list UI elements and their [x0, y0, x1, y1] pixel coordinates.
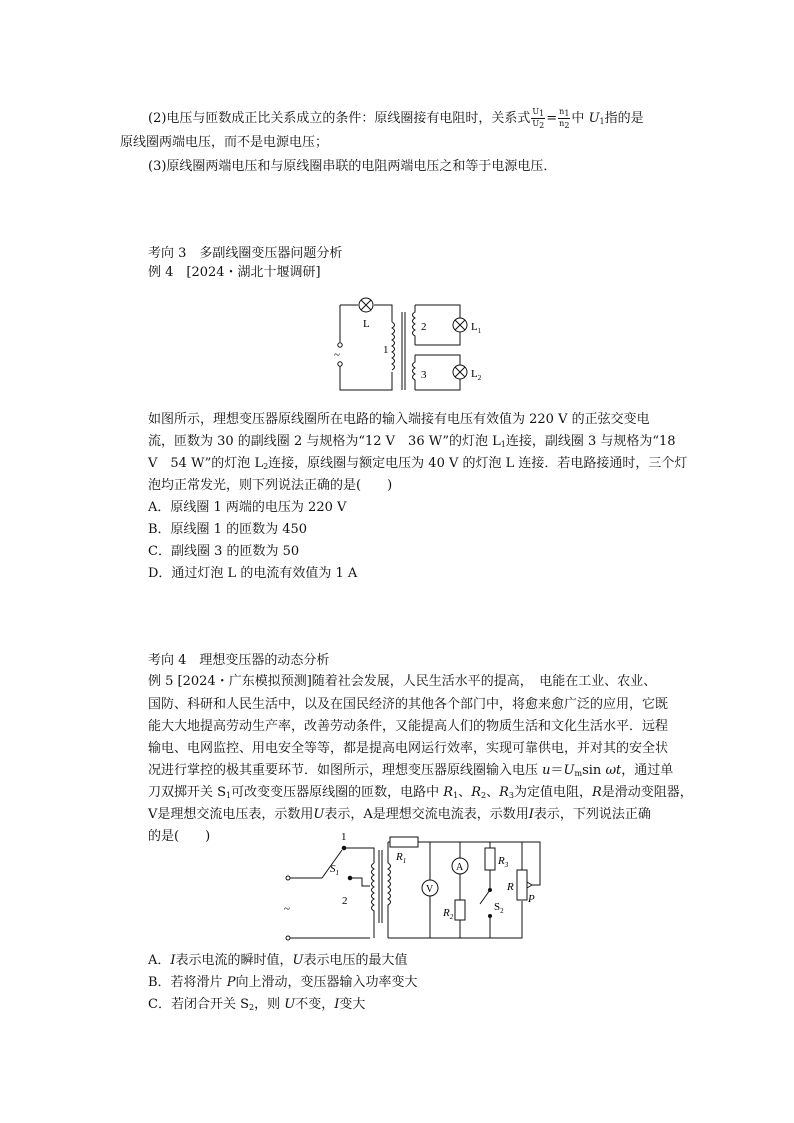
- item2-text: (2)电压与匝数成正比关系成立的条件：原线圈接有电阻时，关系式: [148, 111, 531, 126]
- fraction-u: $\frac{U1}{U2}$: [532, 107, 545, 130]
- q4-stem-line4: 泡均正常发光，则下列说法正确的是( ): [148, 478, 393, 493]
- q5-option-b: B．若将滑片 P向上滑动，变压器输入功率变大: [148, 975, 418, 990]
- fig-ac-symbol: ~: [334, 349, 340, 361]
- item2-line1: (2)电压与匝数成正比关系成立的条件：原线圈接有电阻时，关系式 $\frac{U1}{U2}$ = $\frac{n1}{n2}$ 中 $U_1$指的是: [148, 107, 644, 130]
- fig-label-coil2: 2: [421, 321, 427, 333]
- q4-option-a: A．原线圈 1 两端的电压为 220 V: [148, 500, 347, 515]
- fig-terminal-2: 2: [342, 895, 348, 907]
- item2-line2: 原线圈两端电压，而不是电源电压；: [120, 135, 329, 150]
- q4-stem-line2: 流，匝数为 30 的副线圈 2 与规格为“12 V 36 W”的灯泡 $L_1$连接，副线圈 3 与规格为“18: [148, 434, 676, 449]
- example-4-label: 例 4 [2024・湖北十堰调研]: [148, 265, 321, 280]
- fig-label-coil3: 3: [421, 369, 427, 381]
- fig-ac-symbol-2: ~: [284, 903, 290, 915]
- fig-label-R3: $R_3$: [498, 855, 509, 869]
- q5-line6: 刀双掷开关 $S_1$可改变变压器原线圈的匝数，电路中 $R_1$、$R_2$、$R_3$为定值电阻，R是滑动变阻器，: [148, 785, 693, 800]
- q5-line3: 能大大地提高劳动生产率，改善劳动条件，又能提高人们的物质生活和文化生活水平．远程: [148, 719, 669, 734]
- q5-line2: 国防、科研和人民生活中，以及在国民经济的其他各个部门中，将愈来愈广泛的应用，它既: [148, 697, 669, 712]
- fig-label-S1: $S_1$: [330, 863, 339, 877]
- fig-label-L: L: [363, 318, 370, 330]
- fig-label-S2: $S_2$: [494, 901, 504, 915]
- q5-line5: 况进行掌控的极其重要环节．如图所示，理想变压器原线圈输入电压 $u=U_m\sin$ ωt，通过单: [148, 763, 674, 778]
- ammeter-symbol: A: [456, 862, 464, 873]
- fig-label-L1: $L_1$: [471, 321, 482, 335]
- kaoxiang-4-heading: 考向 4 理想变压器的动态分析: [148, 653, 330, 668]
- fraction-n: $\frac{n1}{n2}$: [559, 107, 570, 130]
- transformer-multi-coil-diagram: [330, 290, 490, 400]
- voltmeter-symbol: V: [426, 884, 434, 895]
- item3-line: (3)原线圈两端电压和与原线圈串联的电阻两端电压之和等于电源电压．: [148, 159, 557, 174]
- q4-stem-line3: V 54 W”的灯泡 $L_2$连接，原线圈与额定电压为 40 V 的灯泡 L 连接．若电路接通时，三个灯: [148, 456, 688, 471]
- fig-terminal-1: 1: [341, 831, 347, 843]
- q5-option-a: A．I表示电流的瞬时值，U表示电压的最大值: [148, 953, 408, 968]
- q4-option-d: D．通过灯泡 L 的电流有效值为 1 A: [148, 566, 358, 581]
- q5-line4: 输电、电网监控、用电安全等等，都是提高电网运行效率，实现可靠供电，并对其的安全状: [148, 741, 669, 756]
- q5-option-c: C．若闭合开关 $S_2$，则 U不变，I变大: [148, 997, 366, 1012]
- kaoxiang-3-heading: 考向 3 多副线圈变压器问题分析: [148, 246, 343, 261]
- q5-line8: 的是( ): [148, 829, 211, 844]
- q5-line7: V是理想交流电压表，示数用U表示，A是理想交流电流表，示数用I表示，下列说法正确: [148, 807, 651, 822]
- q4-option-b: B．原线圈 1 的匝数为 450: [148, 522, 308, 537]
- fig-label-R: R: [507, 881, 514, 893]
- fig-label-coil1: 1: [383, 344, 389, 356]
- transformer-dynamic-diagram: [282, 828, 552, 943]
- fig-label-L2: $L_2$: [471, 368, 482, 382]
- q5-line1: 例 5 [2024・广东模拟预测]随着社会发展，人民生活水平的提高， 电能在工业、农业、: [148, 674, 657, 689]
- fig-label-R1: $R_1$: [396, 851, 407, 865]
- fig-label-R2: $R_2$: [443, 907, 454, 921]
- q4-stem-line1: 如图所示，理想变压器原线圈所在电路的输入端接有电压有效值为 220 V 的正弦交变电: [148, 412, 650, 427]
- fig-label-P: P: [528, 893, 535, 905]
- q4-option-c: C．副线圈 3 的匝数为 50: [148, 544, 300, 559]
